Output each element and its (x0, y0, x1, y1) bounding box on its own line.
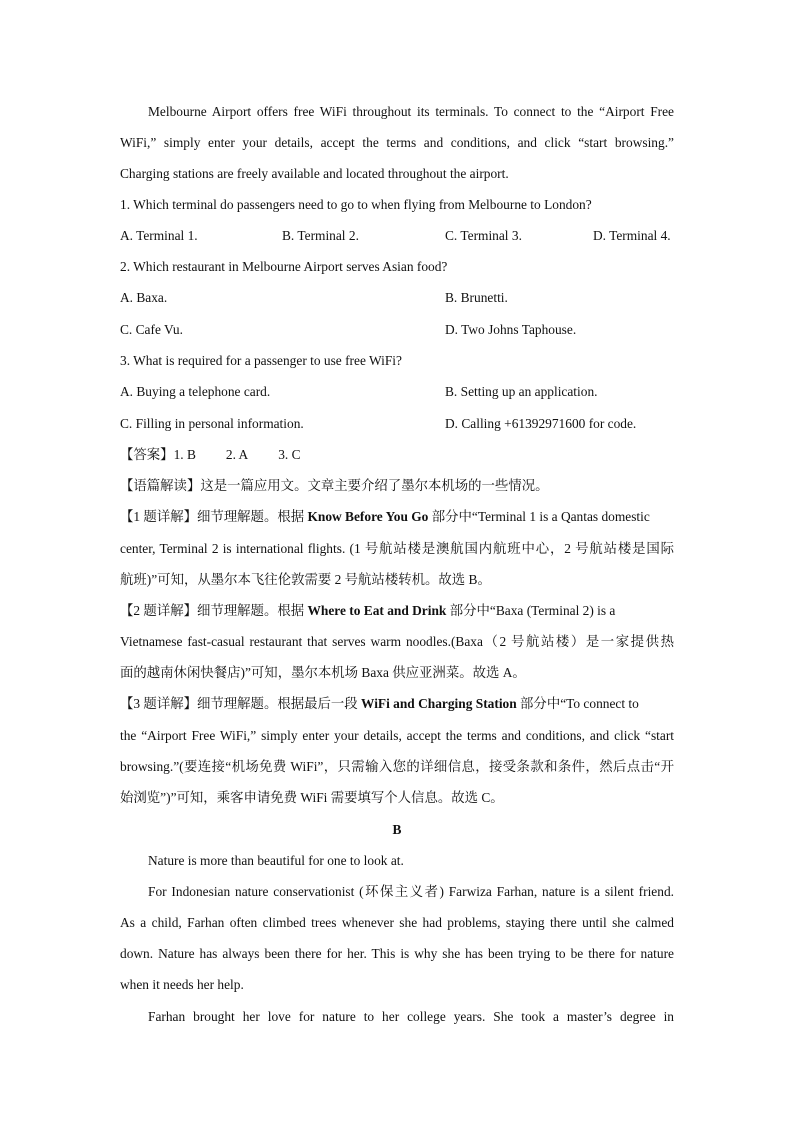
question-1-option-a: A. Terminal 1. (120, 228, 198, 243)
q2-explanation-line-1 (120, 603, 674, 619)
q1-section-name: Know Before You Go (307, 509, 429, 524)
question-2-option-b: B. Brunetti. (445, 290, 508, 305)
answer-3: 3. C (278, 447, 301, 462)
section-b-p2-line-2: As a child, Farhan often climbed trees whenever she had problems, staying there until she calmed (120, 915, 674, 930)
question-2-option-c: C. Cafe Vu. (120, 322, 183, 337)
section-b-heading: B (392, 822, 402, 837)
section-b-paragraph-1: Nature is more than beautiful for one to look at. (148, 853, 404, 868)
q1-text-c: 部分中“Terminal 1 is a Qantas domestic (428, 509, 650, 524)
answer-line (120, 447, 301, 463)
q3-label: 【3 题详解】 (120, 696, 197, 711)
q2-explanation-line-2: Vietnamese fast-casual restaurant that serves warm noodles.(Baxa（2 号航站楼）是一家提供热 (120, 634, 674, 649)
overview-label: 【语篇解读】 (120, 478, 201, 493)
q3-explanation-line-1 (120, 696, 674, 712)
question-2-option-a: A. Baxa. (120, 290, 168, 305)
intro-line-3: Charging stations are freely available and located throughout the airport. (120, 166, 509, 181)
question-3-option-d: D. Calling +61392971600 for code. (445, 416, 637, 431)
q1-explanation-line-2: center, Terminal 2 is international flights. (1 号航站楼是澳航国内航班中心，2 号航站楼是国际 (120, 541, 674, 556)
intro-line-1: Melbourne Airport offers free WiFi throughout its terminals. To connect to the “Airport Free (148, 104, 674, 119)
section-b-p2-line-3: down. Nature has always been there for her. This is why she has been trying to be there for nature (120, 946, 674, 961)
q3-explanation-line-2: the “Airport Free WiFi,” simply enter your details, accept the terms and conditions, and click “start (120, 728, 674, 743)
intro-line-2: WiFi,” simply enter your details, accept the terms and conditions, and click “start browsing.” (120, 135, 674, 150)
q3-explanation-line-3: browsing.”(要连接“机场免费 WiFi”，只需输入您的详细信息，接受条款和条件，然后点击“开 (120, 759, 674, 774)
question-1-stem: 1. Which terminal do passengers need to go to when flying from Melbourne to London? (120, 197, 592, 212)
q1-explanation-line-3: 航班)”可知，从墨尔本飞往伦敦需要 2 号航站楼转机。故选 B。 (120, 572, 491, 587)
question-3-option-c: C. Filling in personal information. (120, 416, 304, 431)
q3-text-c: 部分中“To connect to (516, 696, 639, 711)
q2-section-name: Where to Eat and Drink (307, 603, 447, 618)
question-1-option-c: C. Terminal 3. (445, 228, 522, 243)
question-3-option-a: A. Buying a telephone card. (120, 384, 271, 399)
section-b-paragraph-3: Farhan brought her love for nature to her college years. She took a master’s degree in (148, 1009, 674, 1024)
q2-text-c: 部分中“Baxa (Terminal 2) is a (446, 603, 616, 618)
q1-explanation-line-1 (120, 509, 674, 525)
overview-text: 这是一篇应用文。文章主要介绍了墨尔本机场的一些情况。 (200, 478, 549, 493)
question-3-option-b: B. Setting up an application. (445, 384, 598, 399)
q3-explanation-line-4: 始浏览”)”可知，乘客申请免费 WiFi 需要填写个人信息。故选 C。 (120, 790, 504, 805)
question-2-option-d: D. Two Johns Taphouse. (445, 322, 577, 337)
question-1-option-d: D. Terminal 4. (593, 228, 671, 243)
analysis-overview (120, 478, 674, 494)
question-2-stem: 2. Which restaurant in Melbourne Airport serves Asian food? (120, 259, 448, 274)
answer-1: 1. B (173, 447, 196, 462)
q1-label: 【1 题详解】 (120, 509, 197, 524)
q2-explanation-line-3: 面的越南休闲快餐店)”可知，墨尔本机场 Baxa 供应亚洲菜。故选 A。 (120, 665, 526, 680)
q3-section-name: WiFi and Charging Station (361, 696, 517, 711)
answer-2: 2. A (225, 447, 249, 462)
answer-label: 【答案】 (120, 447, 174, 462)
question-3-stem: 3. What is required for a passenger to use free WiFi? (120, 353, 402, 368)
section-b-p2-line-4: when it needs her help. (120, 977, 244, 992)
q2-text-a: 细节理解题。根据 (197, 603, 308, 618)
q2-label: 【2 题详解】 (120, 603, 197, 618)
q1-text-a: 细节理解题。根据 (197, 509, 308, 524)
section-b-p2-line-1: For Indonesian nature conservationist (环保主义者) Farwiza Farhan, nature is a silent friend. (148, 884, 674, 899)
question-1-option-b: B. Terminal 2. (282, 228, 359, 243)
q3-text-a: 细节理解题。根据最后一段 (197, 696, 362, 711)
